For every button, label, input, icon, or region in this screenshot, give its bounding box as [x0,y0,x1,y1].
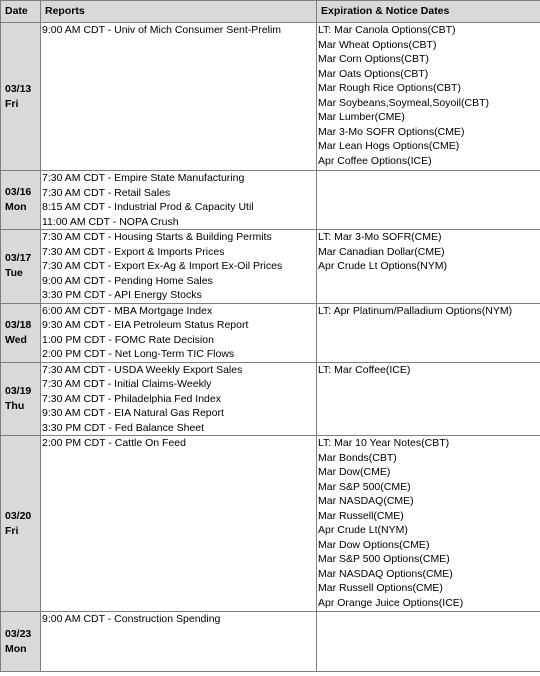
table-row [1,436,540,612]
table-body [1,23,540,672]
expiration-item: LT: Mar 3-Mo SOFR(CME) [318,231,442,243]
expiration-cell [317,230,540,304]
report-item: 1:00 PM CDT - FOMC Rate Decision [42,333,214,346]
header-reports: Reports [41,1,317,23]
expiration-item: Mar Bonds(CBT) [318,451,397,464]
expiration-cell [317,23,540,171]
report-item: 9:00 AM CDT - Pending Home Sales [42,274,213,287]
expiration-item: Apr Crude Lt Options(NYM) [318,260,447,272]
header-date: Date [1,1,41,23]
date-label: 03/20 [5,509,32,522]
expiration-cell [317,362,540,436]
date-cell [1,436,41,612]
table-row [1,23,540,171]
expiration-item: Mar Russell Options(CME) [318,582,443,594]
expiration-item: LT: Mar Canola Options(CBT) [318,24,456,36]
expiration-cell [317,612,540,672]
expiration-item: Mar NASDAQ Options(CME) [318,567,453,580]
expiration-item: Mar Lumber(CME) [318,111,405,123]
header-row [1,1,540,23]
report-item: 9:30 AM CDT - EIA Natural Gas Report [42,407,224,419]
table-row [1,171,540,230]
expiration-item: Mar Dow(CME) [318,466,391,478]
report-item: 7:30 AM CDT - Retail Sales [42,186,171,199]
report-item: 7:30 AM CDT - Philadelphia Fed Index [42,392,221,405]
report-item: 7:30 AM CDT - Initial Claims-Weekly [42,378,212,390]
date-cell [1,23,41,171]
date-label: 03/23 [5,627,32,640]
report-item: 7:30 AM CDT - USDA Weekly Export Sales [42,363,243,376]
date-label: 03/16 [5,186,32,198]
expiration-item: Mar Soybeans,Soymeal,Soyoil(CBT) [318,96,489,109]
day-label: Thu [5,399,25,412]
day-label: Tue [5,267,23,280]
date-label: 03/17 [5,252,32,265]
table-row [1,230,540,304]
reports-cell [41,230,317,304]
expiration-cell [317,303,540,362]
expiration-item: Mar Russell(CME) [318,509,404,522]
day-label: Mon [5,642,27,655]
expiration-item: Apr Orange Juice Options(ICE) [318,596,464,609]
expiration-item: Mar Oats Options(CBT) [318,67,429,80]
report-item: 3:30 PM CDT - Fed Balance Sheet [42,421,205,434]
expiration-item: Mar Wheat Options(CBT) [318,38,437,51]
report-item: 6:00 AM CDT - MBA Mortgage Index [42,304,213,317]
expiration-item: Apr Crude Lt(NYM) [318,524,408,536]
report-item: 7:30 AM CDT - Export & Imports Prices [42,245,225,258]
reports-cell [41,23,317,171]
expiration-cell [317,171,540,230]
expiration-item: LT: Apr Platinum/Palladium Options(NYM) [318,304,513,317]
date-cell [1,230,41,304]
reports-cell [41,436,317,612]
expiration-item: Mar Rough Rice Options(CBT) [318,82,461,94]
report-item: 2:00 PM CDT - Cattle On Feed [42,437,186,449]
date-cell [1,303,41,362]
report-item: 9:30 AM CDT - EIA Petroleum Status Report [42,319,249,331]
date-cell [1,171,41,230]
reports-cell [41,612,317,672]
expiration-item: Mar Dow Options(CME) [318,538,430,551]
table-row [1,303,540,362]
report-item: 7:30 AM CDT - Empire State Manufacturing [42,172,245,184]
reports-cell [41,303,317,362]
reports-cell [41,362,317,436]
report-item: 11:00 AM CDT - NOPA Crush [42,215,179,228]
expiration-item: LT: Mar Coffee(ICE) [318,363,411,376]
expiration-item: Apr Coffee Options(ICE) [318,154,432,167]
report-item: 7:30 AM CDT - Export Ex-Ag & Import Ex-Oil Prices [42,260,283,272]
day-label: Fri [5,524,19,537]
report-item: 7:30 AM CDT - Housing Starts & Building Permits [42,231,272,243]
day-label: Mon [5,201,27,213]
date-label: 03/18 [5,318,32,331]
table-row [1,612,540,672]
date-cell [1,362,41,436]
report-item: 3:30 PM CDT - API Energy Stocks [42,289,202,301]
report-item: 8:15 AM CDT - Industrial Prod & Capacity Util [42,201,254,213]
header-expiration: Expiration & Notice Dates [317,1,540,23]
day-label: Fri [5,97,19,110]
day-label: Wed [5,333,27,346]
expiration-item: LT: Mar 10 Year Notes(CBT) [318,437,450,449]
expiration-item: Mar Corn Options(CBT) [318,53,429,65]
reports-cell [41,171,317,230]
report-item: 9:00 AM CDT - Univ of Mich Consumer Sent-Prelim [42,24,282,36]
date-label: 03/13 [5,82,32,95]
expiration-item: Mar S&P 500(CME) [318,480,411,493]
expiration-item: Mar Canadian Dollar(CME) [318,245,445,258]
report-item: 2:00 PM CDT - Net Long-Term TIC Flows [42,348,235,360]
expiration-cell [317,436,540,612]
date-label: 03/19 [5,384,32,397]
report-item: 9:00 AM CDT - Construction Spending [42,613,221,625]
expiration-item: Mar 3-Mo SOFR Options(CME) [318,125,465,138]
expiration-item: Mar NASDAQ(CME) [318,495,414,507]
table-row [1,362,540,436]
expiration-item: Mar Lean Hogs Options(CME) [318,140,460,152]
date-cell [1,612,41,672]
expiration-item: Mar S&P 500 Options(CME) [318,553,450,565]
